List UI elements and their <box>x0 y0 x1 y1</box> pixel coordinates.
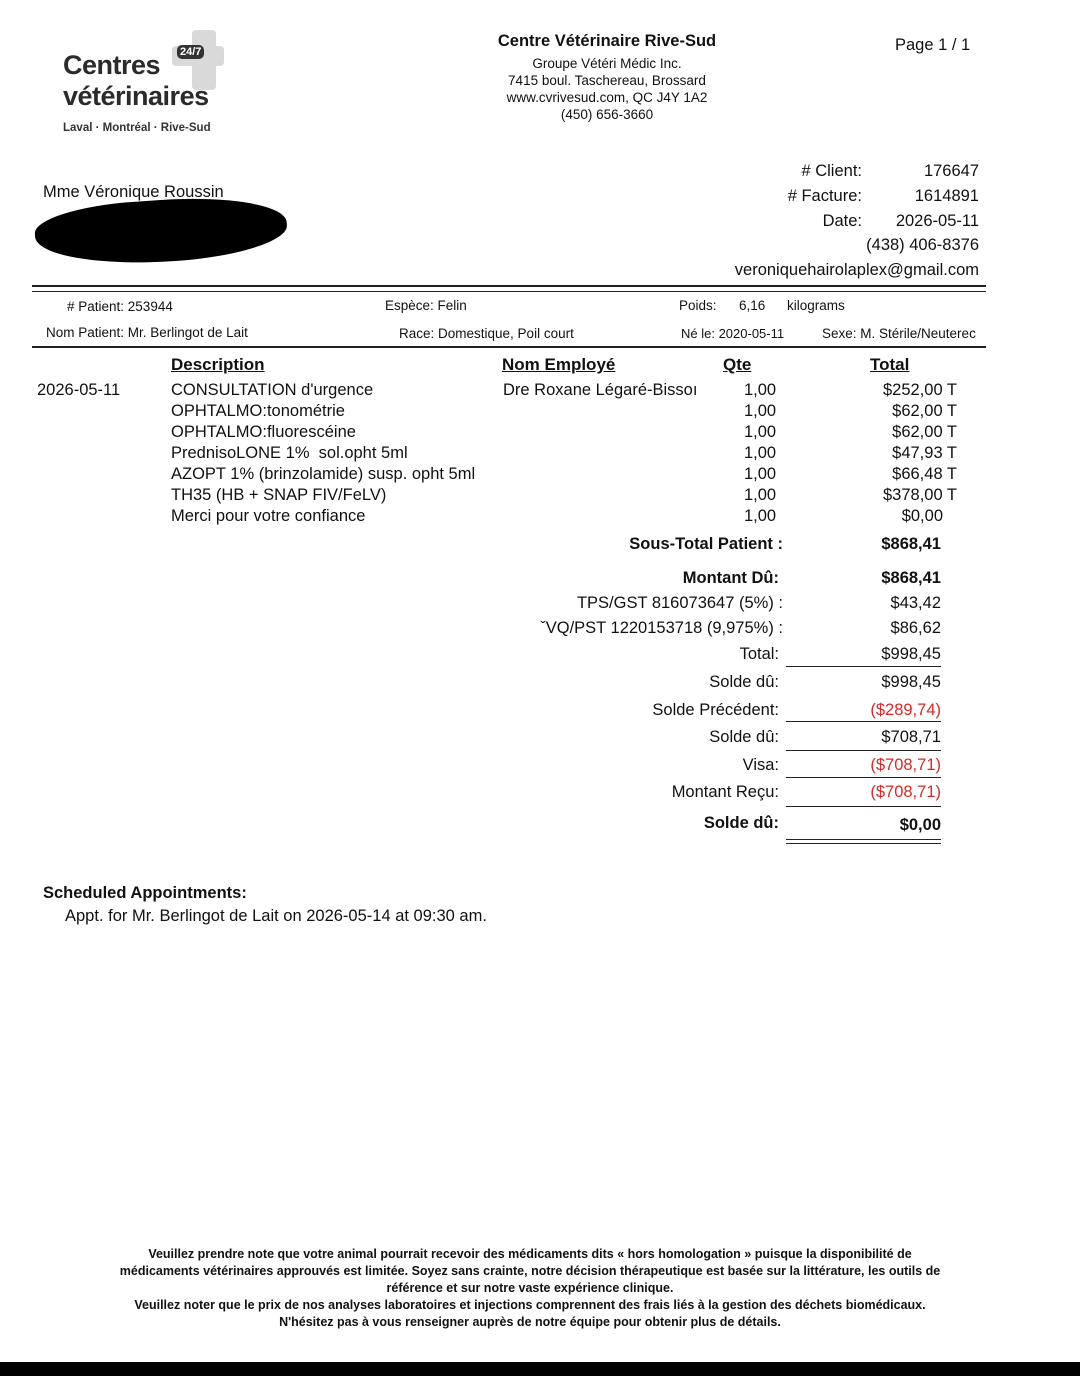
item-total: $378,00 T <box>882 486 957 504</box>
item-description: Merci pour votre confiance <box>171 507 366 525</box>
client-email: veroniquehairolaplex@gmail.com <box>734 261 979 279</box>
logo-locations: Laval · Montréal · Rive-Sud <box>63 122 211 134</box>
item-total: $66,48 T <box>892 465 957 483</box>
divider-top <box>32 285 986 287</box>
list-item <box>171 506 971 527</box>
list-item <box>171 485 971 506</box>
clinic-address: 7415 boul. Taschereau, Brossard <box>508 73 706 88</box>
previous-balance-label: Solde Précédent: <box>652 701 779 719</box>
item-qty: 1,00 <box>744 465 777 483</box>
patient-weight-value: 6,16 <box>739 298 766 313</box>
item-description: CONSULTATION d'urgence <box>171 381 374 399</box>
total-label: Total: <box>739 645 779 663</box>
logo-line1: Centres <box>63 50 161 80</box>
balance2-label: Solde dû: <box>709 728 779 746</box>
item-total: $62,00 T <box>892 402 957 420</box>
item-description: TH35 (HB + SNAP FIV/FeLV) <box>171 486 387 504</box>
item-qty: 1,00 <box>744 423 777 441</box>
final-balance-value: $0,00 <box>899 816 941 834</box>
client-phone: (438) 406-8376 <box>866 236 979 254</box>
patient-born: Né le: 2020-05-11 <box>681 326 785 341</box>
clinic-name: Centre Vétérinaire Rive-Sud <box>497 32 717 50</box>
item-description: OPHTALMO:fluorescéine <box>171 423 356 441</box>
amount-due-value: $868,41 <box>881 569 941 587</box>
invoice-number-label: # Facture: <box>787 187 862 205</box>
item-qty: 1,00 <box>744 402 777 420</box>
footer-note <box>20 1246 1040 1331</box>
list-item <box>171 422 971 443</box>
footer-line2: médicaments vétérinaires approuvés est limitée. Soyez sans crainte, notre décision thérapeutique est basée sur la littérature, les outils de <box>119 1264 941 1278</box>
footer-line1: Veuillez prendre note que votre animal pourrait recevoir des médicaments dits « hors homologation » puisque la disponibilité de <box>148 1247 912 1261</box>
total-underline <box>786 666 941 667</box>
appointment-line: Appt. for Mr. Berlingot de Lait on 2026-05-14 at 09:30 am. <box>65 907 487 925</box>
item-total: $0,00 <box>901 507 943 525</box>
logo <box>60 30 235 140</box>
received-value: ($708,71) <box>870 783 941 801</box>
client-name: Mme Véronique Roussin <box>43 183 224 201</box>
list-item <box>171 464 971 485</box>
footer-line5: N'hésitez pas à vous renseigner auprès de notre équipe pour obtenir plus de détails. <box>279 1315 781 1329</box>
logo-line2: vétérinaires <box>63 81 209 111</box>
balance2-value: $708,71 <box>881 728 941 746</box>
item-description: AZOPT 1% (brinzolamide) susp. opht 5ml <box>171 465 476 483</box>
items-list <box>171 380 971 527</box>
divider-patient <box>32 346 986 348</box>
column-description: Description <box>171 355 265 374</box>
invoice-date-value: 2026-05-11 <box>895 212 979 230</box>
clinic-group: Groupe Vétéri Médic Inc. <box>532 56 682 71</box>
footer-line4: Veuillez noter que le prix de nos analyses laboratoires et injections comprennent des frais liés à la gestion des déchets biomédicaux. <box>134 1298 926 1312</box>
subtotal-label: Sous-Total Patient : <box>629 535 783 553</box>
patient-number: # Patient: 253944 <box>67 299 173 314</box>
visa-value: ($708,71) <box>870 756 941 774</box>
clinic-phone: (450) 656-3660 <box>560 107 654 122</box>
patient-weight-unit: kilograms <box>787 298 845 313</box>
item-description: OPHTALMO:tonométrie <box>171 402 345 420</box>
visa-underline <box>786 777 941 778</box>
balance2-underline <box>786 750 941 751</box>
previous-balance-value: ($289,74) <box>870 701 941 719</box>
visa-label: Visa: <box>742 756 779 774</box>
invoice-date-label: Date: <box>822 212 862 230</box>
item-qty: 1,00 <box>744 381 777 399</box>
item-qty: 1,00 <box>744 507 777 525</box>
item-description: PrednisoLONE 1% sol.opht 5ml <box>171 444 408 462</box>
footer-line3: référence et sur notre vaste expérience clinique. <box>386 1281 674 1295</box>
final-underline-1 <box>786 839 941 840</box>
client-number-label: # Client: <box>801 162 862 180</box>
item-total: $62,00 T <box>892 423 957 441</box>
item-total: $47,93 T <box>892 444 957 462</box>
received-underline <box>786 806 941 807</box>
clinic-header <box>457 32 757 122</box>
page-number: Page 1 / 1 <box>895 36 971 54</box>
amount-due-label: Montant Dû: <box>682 569 779 587</box>
column-qty: Qte <box>723 355 752 374</box>
item-qty: 1,00 <box>744 444 777 462</box>
final-balance-label: Solde dû: <box>703 814 779 832</box>
patient-name: Nom Patient: Mr. Berlingot de Lait <box>46 325 248 340</box>
client-number-value: 176647 <box>923 162 979 180</box>
clinic-web: www.cvrivesud.com, QC J4Y 1A2 <box>506 90 708 105</box>
logo-badge: 24/7 <box>177 45 204 59</box>
divider-top-thin <box>32 291 986 292</box>
patient-sex: Sexe: M. Stérile/Neuterec <box>822 326 976 341</box>
list-item <box>171 443 971 464</box>
redaction-mark <box>33 191 289 270</box>
bottom-border <box>0 1362 1080 1376</box>
previous-underline <box>786 721 941 722</box>
tps-value: $43,42 <box>890 594 941 612</box>
list-item <box>171 380 971 401</box>
line-date: 2026-05-11 <box>37 381 121 399</box>
balance1-label: Solde dû: <box>709 673 779 691</box>
final-underline-2 <box>786 843 941 844</box>
invoice-number-value: 1614891 <box>914 187 979 205</box>
patient-breed: Race: Domestique, Poil court <box>399 326 574 341</box>
item-qty: 1,00 <box>744 486 777 504</box>
balance1-value: $998,45 <box>881 673 941 691</box>
list-item <box>171 401 971 422</box>
subtotal-value: $868,41 <box>881 535 941 553</box>
tps-label: TPS/GST 816073647 (5%) : <box>576 594 783 612</box>
tvq-label: ˇVQ/PST 1220153718 (9,975%) : <box>540 619 783 637</box>
received-label: Montant Reçu: <box>671 783 779 801</box>
patient-weight-label: Poids: <box>679 298 717 313</box>
tvq-value: $86,62 <box>890 619 941 637</box>
total-value: $998,45 <box>881 645 941 663</box>
column-employee: Nom Employé <box>502 355 616 374</box>
item-total: $252,00 T <box>882 381 957 399</box>
column-total: Total <box>870 355 910 374</box>
line-employee: Dre Roxane Légaré-Bissoı <box>503 381 698 399</box>
appointments-title: Scheduled Appointments: <box>43 884 247 902</box>
patient-species: Espèce: Felin <box>385 298 467 313</box>
